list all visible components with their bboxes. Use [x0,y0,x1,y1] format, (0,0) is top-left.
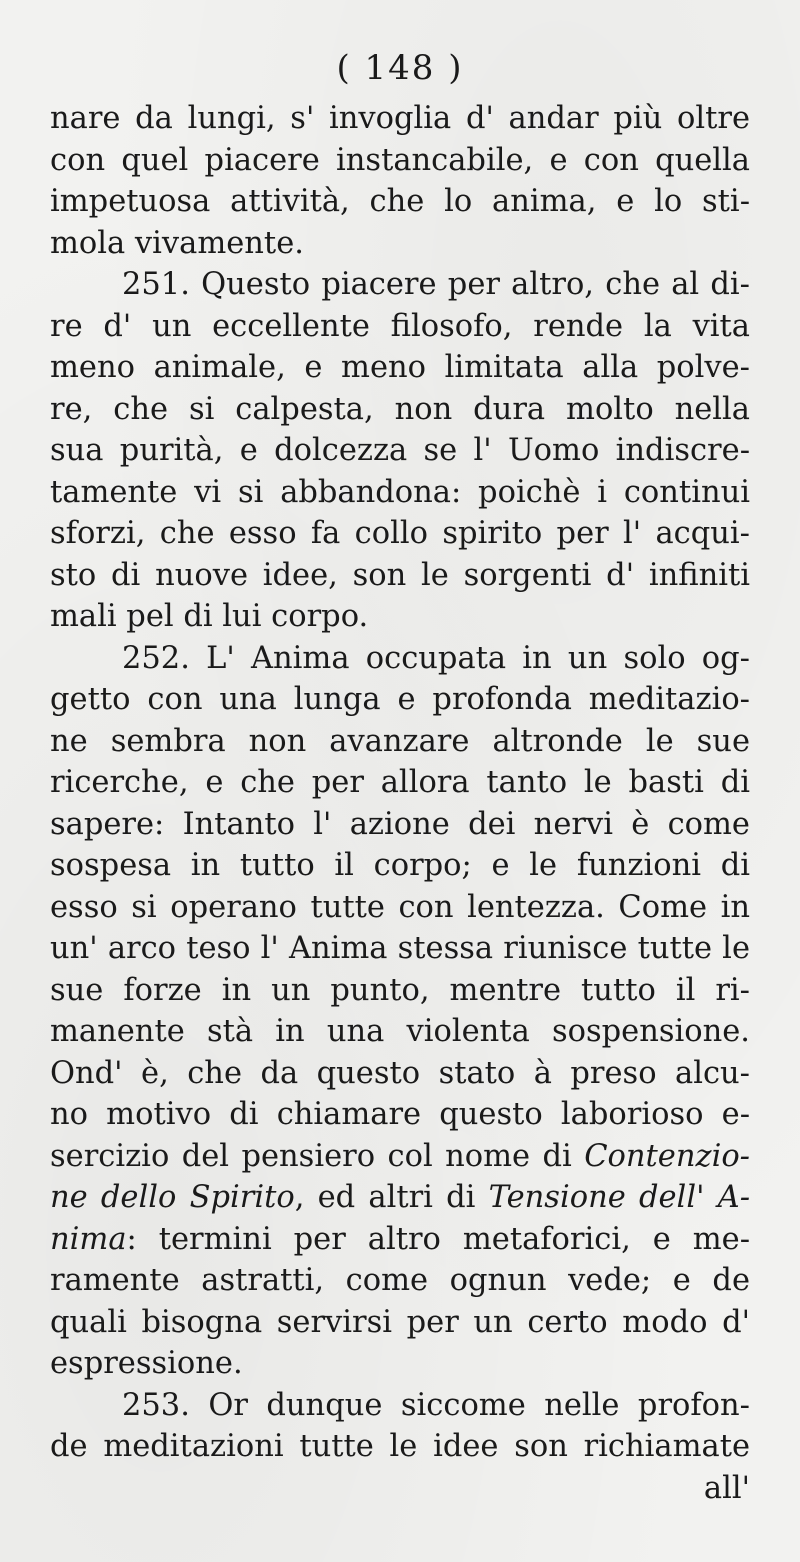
page-number: ( 148 ) [336,48,464,88]
text-line [50,970,750,1012]
text-segment: sue forze in un punto, mentre tutto il ri- [50,972,750,1008]
text-line [50,804,750,846]
text-line [50,140,750,182]
text-line [50,306,750,348]
text-segment: 251. Questo piacere per altro, che al di- [122,267,750,302]
text-segment: sua purità, e dolcezza se l' Uomo indiscre- [50,433,750,468]
text-line [50,845,750,887]
text-segment: ricerche, e che per allora tanto le basti di [50,765,750,800]
text-segment: no motivo di chiamare questo laborioso e- [50,1097,750,1132]
text-segment: sapere: Intanto l' azione dei nervi è come [50,806,750,842]
text-line [50,223,750,265]
text-segment: all' [703,1470,750,1506]
text-segment: 252. L' Anima occupata in un solo og- [122,640,750,676]
text-segment: espressione. [50,1346,243,1381]
text-line [50,1094,750,1136]
text-segment: sto di nuove idee, son le sorgenti d' infiniti [50,557,750,593]
text-segment: de meditazioni tutte le idee son richiamate [50,1429,750,1464]
text-segment: ramente astratti, come ognun vede; e de [50,1263,750,1298]
text-line [50,181,750,223]
text-line [50,762,750,804]
text-segment: meno animale, e meno limitata alla polve- [50,350,750,385]
text-segment: sforzi, che esso fa collo spirito per l' acqui- [50,516,750,551]
text-line [50,513,750,555]
text-line [50,1011,750,1053]
text-line [50,928,750,970]
italic-text: ne dello Spirito [50,1180,295,1215]
text-line [50,1343,750,1385]
text-segment: ne sembra non avanzare altronde le sue [50,723,750,759]
text-line [50,887,750,929]
text-line [50,1260,750,1302]
text-segment: esso si operano tutte con lentezza. Come in [50,889,750,925]
text-segment: mali pel di lui corpo. [50,599,369,634]
text-segment: quali bisogna servirsi per un certo modo d' [50,1304,750,1340]
text-segment: nare da lungi, s' invoglia d' andar più oltre [50,101,750,136]
text-segment: un' arco teso l' Anima stessa riunisce tutte le [50,931,750,966]
text-segment: sercizio del pensiero col nome di [50,1138,585,1174]
body-text [50,98,750,1509]
text-line [50,1053,750,1095]
text-segment: re, che si calpesta, non dura molto nella [50,391,750,427]
text-line [50,721,750,763]
text-segment: Ond' è, che da questo stato à preso alcu- [50,1055,750,1091]
text-segment: getto con una lunga e profonda meditazio- [50,682,750,717]
text-segment: : termini per altro metaforici, e me- [126,1221,750,1257]
text-segment: con quel piacere instancabile, e con quella [50,142,750,178]
text-line [50,596,750,638]
text-segment: sospesa in tutto il corpo; e le funzioni di [50,848,750,883]
text-segment: re d' un eccellente filosofo, rende la vita [50,308,750,344]
text-line [50,389,750,431]
italic-text: Contenzio- [584,1138,750,1174]
text-segment: tamente vi si abbandona: poichè i continui [50,474,750,510]
italic-text: Tensione dell' A- [488,1180,750,1215]
text-line [50,1468,750,1510]
text-line [50,1219,750,1261]
text-segment: manente stà in una violenta sospensione. [50,1014,750,1049]
text-line [50,430,750,472]
text-line [50,1136,750,1178]
text-segment: mola vivamente. [50,225,304,261]
text-line [50,555,750,597]
text-line [50,1385,750,1427]
text-line [50,679,750,721]
text-line [50,638,750,680]
text-line [50,1426,750,1468]
text-line [50,347,750,389]
text-line [50,1177,750,1219]
text-line [50,472,750,514]
text-line [50,98,750,140]
italic-text: nima [50,1221,127,1257]
text-line [50,264,750,306]
text-segment: , ed altri di [294,1180,489,1215]
text-line [50,1302,750,1344]
text-segment: 253. Or dunque siccome nelle profon- [122,1387,750,1423]
text-segment: impetuosa attività, che lo anima, e lo sti- [50,184,750,219]
